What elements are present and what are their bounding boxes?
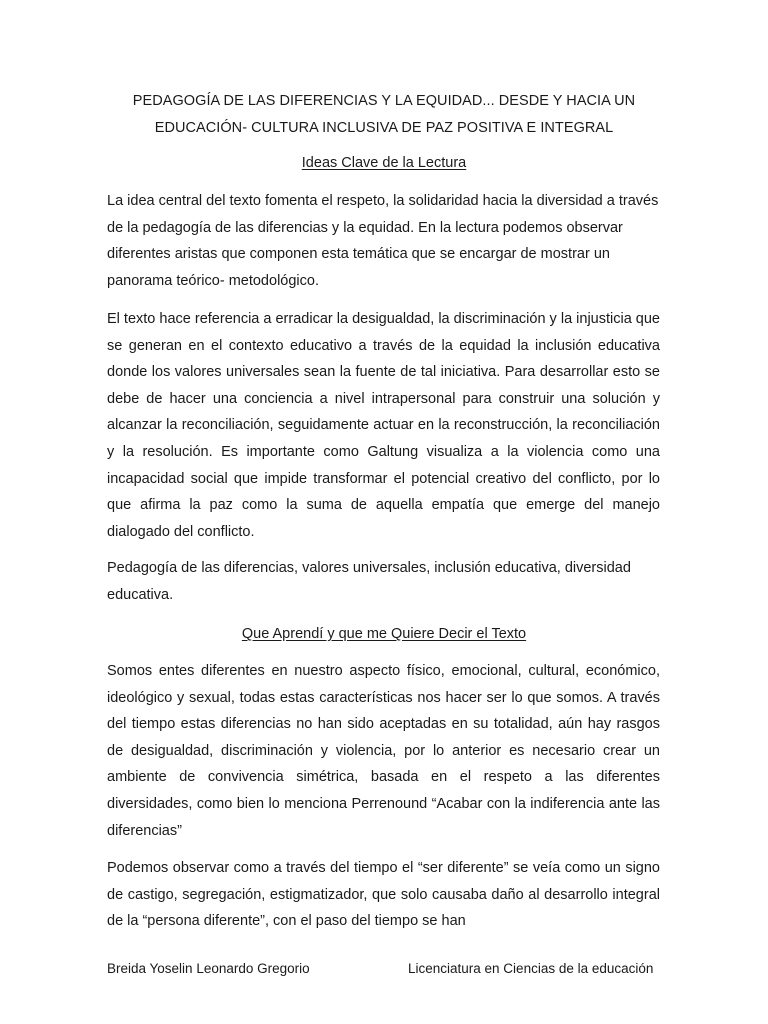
section-heading-key-ideas: Ideas Clave de la Lectura	[301, 155, 467, 171]
footer-program: Licenciatura en Ciencias de la educación	[408, 961, 654, 976]
footer-author: Breida Yoselin Leonardo Gregorio	[107, 961, 310, 976]
paragraph-text-reference: El texto hace referencia a erradicar la desigualdad, la discriminación y la injusticia que se generan en el contexto educativo a través de la equidad la inclusión educativa donde los valores universales sean la fuente de tal iniciativa. Para desarrollar esto se debe de hacer una conciencia a nivel intrapersonal para construir una solución y alcanzar la reconciliación, seguidamente actuar en la reconstrucción, la reconciliación y la resolución. Es importante como Galtung visualiza a la violencia como una incapacidad social que impide transformar el potencial creativo del conflicto, por lo que afirma la paz como la suma de aquella empatía que emerge del manejo dialogado del conflicto.	[107, 311, 660, 540]
paragraph-keywords: Pedagogía de las diferencias, valores universales, inclusión educativa, diversidad educativa.	[107, 560, 631, 603]
paragraph-we-are-different: Somos entes diferentes en nuestro aspecto físico, emocional, cultural, económico, ideológico y sexual, todas estas características nos hacer ser lo que somos. A través del tiempo estas diferencias no han sido aceptadas en su totalidad, aún hay rasgos de desigualdad, discriminación y violencia, por lo anterior es necesario crear un ambiente de convivencia simétrica, basada en el respeto a las diferentes diversidades, como bien lo menciona Perrenound “Acabar con la indiferencia ante las diferencias”	[107, 663, 660, 839]
section-heading-what-i-learned: Que Aprendí y que me Quiere Decir el Texto	[241, 626, 527, 642]
paragraph-being-different: Podemos observar como a través del tiempo el “ser diferente” se veía como un signo de castigo, segregación, estigmatizador, que solo causaba daño al desarrollo integral de la “persona diferente”, con el paso del tiempo se han	[107, 860, 660, 930]
paragraph-central-idea: La idea central del texto fomenta el respeto, la solidaridad hacia la diversidad a través de la pedagogía de las diferencias y la equidad. En la lectura podemos observar diferentes aristas que componen esta temática que se encargar de mostrar un panorama teórico- metodológico.	[107, 193, 659, 289]
document-title: PEDAGOGÍA DE LAS DIFERENCIAS Y LA EQUIDAD... DESDE Y HACIA UN EDUCACIÓN- CULTURA INCLUSIVA DE PAZ POSITIVA E INTEGRAL	[132, 93, 636, 136]
